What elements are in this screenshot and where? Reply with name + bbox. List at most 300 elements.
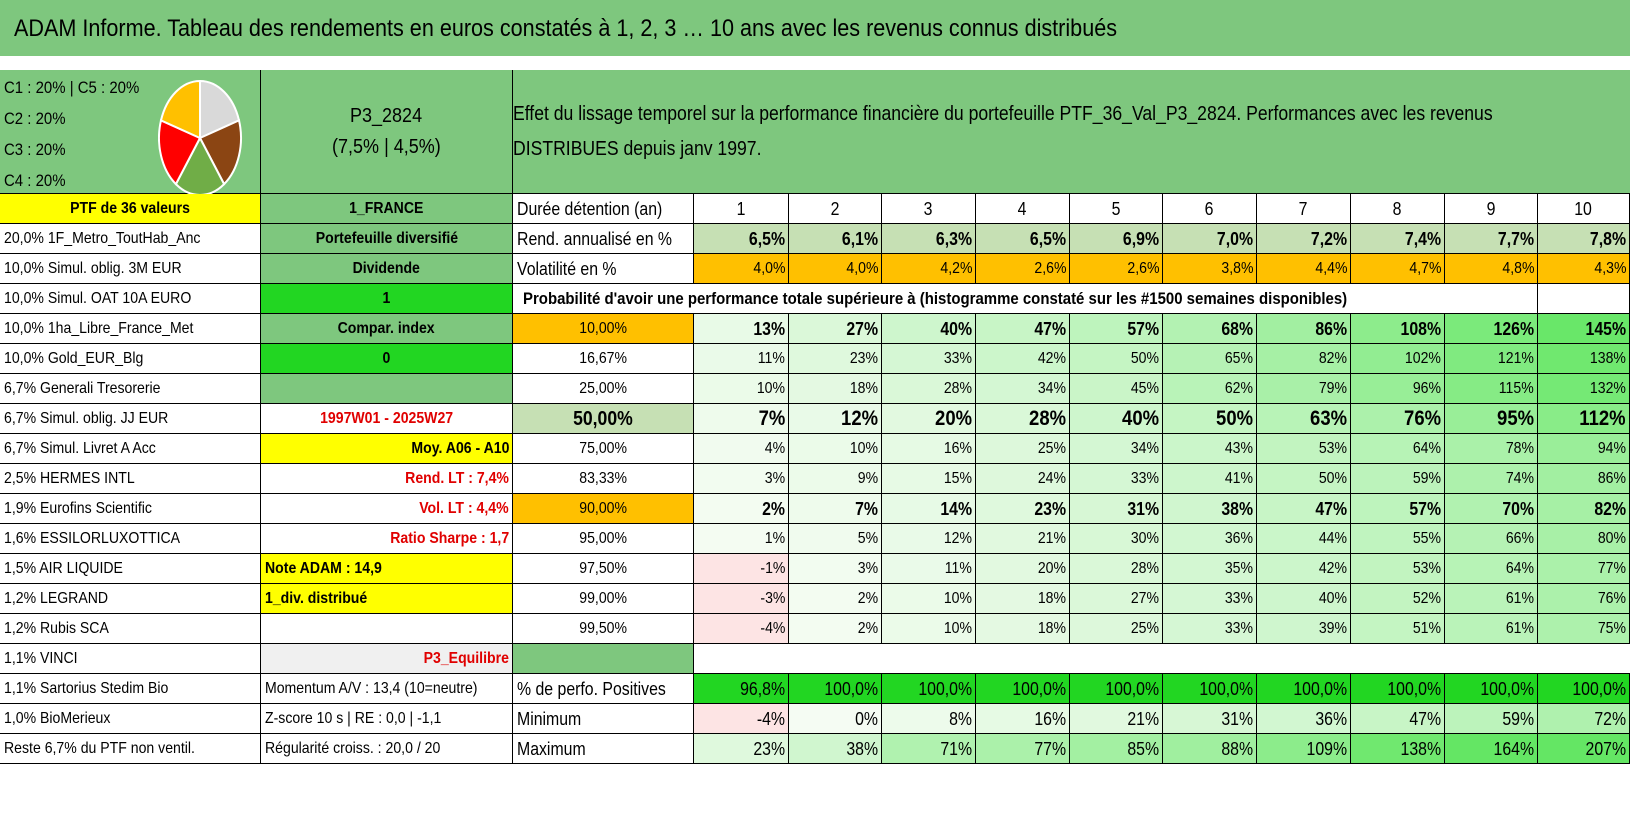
minimum-value-4 bbox=[976, 704, 1070, 734]
probability-value-r7-y7-text: 47% bbox=[1315, 498, 1347, 519]
year-header-2-text: 2 bbox=[830, 198, 840, 219]
probability-title-text: Probabilité d'avoir une performance totale supérieure à (histogramme constaté sur les #1500 semaines disponibles) bbox=[523, 289, 1348, 308]
probability-value-r4-y3-text: 20% bbox=[935, 407, 972, 430]
maximum-value-4 bbox=[976, 734, 1070, 764]
minimum-value-8 bbox=[1351, 704, 1445, 734]
probability-value-r1-y7 bbox=[1257, 314, 1351, 344]
probability-value-r8-y4 bbox=[976, 524, 1070, 554]
probability-value-r6-y4 bbox=[976, 464, 1070, 494]
holdings-header bbox=[0, 194, 261, 224]
sheet-grid bbox=[0, 70, 1630, 815]
positives-value-6 bbox=[1163, 674, 1257, 704]
probability-value-r11-y6-text: 33% bbox=[1224, 619, 1253, 637]
vol-value-3 bbox=[882, 254, 976, 284]
holding-row-16 bbox=[0, 674, 261, 704]
probability-threshold-4-text: 50,00% bbox=[573, 407, 633, 430]
year-header-5 bbox=[1070, 194, 1163, 224]
probability-value-r6-y6 bbox=[1163, 464, 1257, 494]
description-header bbox=[513, 70, 1630, 194]
probability-value-r10-y10-text: 76% bbox=[1597, 589, 1626, 607]
probability-value-r8-y8-text: 55% bbox=[1412, 529, 1441, 547]
probability-value-r10-y5 bbox=[1070, 584, 1163, 614]
probability-value-r3-y1-text: 10% bbox=[756, 379, 785, 397]
probability-value-r7-y6-text: 38% bbox=[1221, 498, 1253, 519]
probability-value-r5-y8 bbox=[1351, 434, 1445, 464]
empty-white-cell bbox=[261, 614, 513, 644]
probability-value-r5-y7 bbox=[1257, 434, 1351, 464]
probability-value-r1-y9 bbox=[1445, 314, 1538, 344]
profile-cell-text: P3_Equilibre bbox=[423, 649, 509, 667]
positives-value-6-text: 100,0% bbox=[1199, 678, 1253, 699]
positives-value-10 bbox=[1538, 674, 1630, 704]
rend-lt-cell-text: Rend. LT : 7,4% bbox=[405, 469, 509, 487]
rend-value-5 bbox=[1070, 224, 1163, 254]
sharpe-cell-text: Ratio Sharpe : 1,7 bbox=[390, 529, 509, 547]
probability-value-r10-y2 bbox=[789, 584, 882, 614]
vol-value-8 bbox=[1351, 254, 1445, 284]
vol-lt-cell-text: Vol. LT : 4,4% bbox=[419, 499, 509, 517]
probability-title bbox=[513, 284, 1538, 314]
probability-value-r3-y3 bbox=[882, 374, 976, 404]
probability-value-r1-y4 bbox=[976, 314, 1070, 344]
probability-value-r11-y8 bbox=[1351, 614, 1445, 644]
probability-value-r8-y7-text: 44% bbox=[1318, 529, 1347, 547]
probability-value-r6-y5 bbox=[1070, 464, 1163, 494]
rend-value-1 bbox=[694, 224, 789, 254]
rend-value-9 bbox=[1445, 224, 1538, 254]
minimum-value-7-text: 36% bbox=[1315, 708, 1347, 729]
probability-value-r1-y2 bbox=[789, 314, 882, 344]
positives-value-10-text: 100,0% bbox=[1572, 678, 1626, 699]
year-header-7-text: 7 bbox=[1299, 198, 1308, 219]
probability-value-r4-y9 bbox=[1445, 404, 1538, 434]
probability-threshold-4 bbox=[513, 404, 694, 434]
positives-value-8 bbox=[1351, 674, 1445, 704]
probability-value-r1-y7-text: 86% bbox=[1315, 318, 1347, 339]
probability-threshold-3-text: 25,00% bbox=[579, 379, 627, 397]
probability-value-r3-y5 bbox=[1070, 374, 1163, 404]
probability-value-r5-y2 bbox=[789, 434, 882, 464]
probability-value-r2-y5 bbox=[1070, 344, 1163, 374]
probability-value-r7-y2 bbox=[789, 494, 882, 524]
probability-value-r6-y4-text: 24% bbox=[1037, 469, 1066, 487]
probability-value-r1-y8-text: 108% bbox=[1400, 318, 1441, 339]
probability-value-r4-y10 bbox=[1538, 404, 1630, 434]
probability-value-r9-y1 bbox=[694, 554, 789, 584]
title-bar bbox=[0, 0, 1630, 62]
probability-value-r2-y5-text: 50% bbox=[1130, 349, 1159, 367]
probability-value-r10-y8-text: 52% bbox=[1412, 589, 1441, 607]
positives-value-5-text: 100,0% bbox=[1105, 678, 1159, 699]
probability-value-r2-y7 bbox=[1257, 344, 1351, 374]
probability-value-r7-y8 bbox=[1351, 494, 1445, 524]
flag-one-cell bbox=[261, 284, 513, 314]
probability-value-r8-y8 bbox=[1351, 524, 1445, 554]
probability-value-r7-y10-text: 82% bbox=[1594, 498, 1626, 519]
portfolio-header bbox=[261, 70, 513, 194]
momentum-cell bbox=[261, 674, 513, 704]
dividend-cell bbox=[261, 254, 513, 284]
probability-value-r2-y6 bbox=[1163, 344, 1257, 374]
positives-value-7-text: 100,0% bbox=[1293, 678, 1347, 699]
portfolio-name: P3_2824 bbox=[350, 104, 423, 127]
probability-value-r5-y7-text: 53% bbox=[1318, 439, 1347, 457]
probability-threshold-7-text: 90,00% bbox=[579, 499, 627, 517]
vol-value-9-text: 4,8% bbox=[1501, 259, 1534, 277]
probability-threshold-9 bbox=[513, 554, 694, 584]
holding-row-4-text: 10,0% 1ha_Libre_France_Met bbox=[4, 319, 194, 337]
probability-value-r11-y6 bbox=[1163, 614, 1257, 644]
year-header-1-text: 1 bbox=[736, 198, 746, 219]
maximum-value-6-text: 88% bbox=[1221, 738, 1253, 759]
probability-value-r3-y6-text: 62% bbox=[1224, 379, 1253, 397]
minimum-value-3 bbox=[882, 704, 976, 734]
probability-value-r6-y10-text: 86% bbox=[1597, 469, 1626, 487]
minimum-value-1 bbox=[694, 704, 789, 734]
probability-value-r1-y10 bbox=[1538, 314, 1630, 344]
holding-row-9-text: 2,5% HERMES INTL bbox=[4, 469, 135, 487]
probability-value-r2-y8 bbox=[1351, 344, 1445, 374]
probability-value-r3-y8 bbox=[1351, 374, 1445, 404]
probability-value-r9-y2 bbox=[789, 554, 882, 584]
probability-value-r4-y10-text: 112% bbox=[1579, 407, 1626, 430]
holding-row-2-text: 10,0% Simul. oblig. 3M EUR bbox=[4, 259, 182, 277]
probability-value-r3-y10 bbox=[1538, 374, 1630, 404]
probability-threshold-10 bbox=[513, 584, 694, 614]
maximum-label-text: Maximum bbox=[517, 738, 586, 759]
minimum-value-2 bbox=[789, 704, 882, 734]
probability-value-r5-y10 bbox=[1538, 434, 1630, 464]
probability-value-r6-y8 bbox=[1351, 464, 1445, 494]
probability-value-r4-y2 bbox=[789, 404, 882, 434]
portfolio-type-cell-text: Portefeuille diversifié bbox=[315, 229, 458, 247]
rend-value-8 bbox=[1351, 224, 1445, 254]
probability-value-r4-y9-text: 95% bbox=[1497, 407, 1534, 430]
rend-value-8-text: 7,4% bbox=[1404, 228, 1441, 249]
probability-value-r10-y6 bbox=[1163, 584, 1257, 614]
year-header-4-text: 4 bbox=[1018, 198, 1027, 219]
year-header-8 bbox=[1351, 194, 1445, 224]
probability-value-r11-y9 bbox=[1445, 614, 1538, 644]
probability-value-r10-y8 bbox=[1351, 584, 1445, 614]
probability-value-r7-y1 bbox=[694, 494, 789, 524]
probability-value-r3-y9-text: 115% bbox=[1499, 379, 1534, 397]
probability-value-r3-y9 bbox=[1445, 374, 1538, 404]
maximum-value-8-text: 138% bbox=[1400, 738, 1441, 759]
probability-value-r4-y4 bbox=[976, 404, 1070, 434]
minimum-value-6-text: 31% bbox=[1221, 708, 1253, 729]
probability-value-r4-y7-text: 63% bbox=[1310, 407, 1347, 430]
holding-row-11-text: 1,6% ESSILORLUXOTTICA bbox=[4, 529, 181, 547]
minimum-label bbox=[513, 704, 694, 734]
probability-value-r11-y1-text: -4% bbox=[759, 619, 785, 637]
moy-cell-text: Moy. A06 - A10 bbox=[410, 439, 509, 457]
probability-value-r5-y3-text: 16% bbox=[943, 439, 972, 457]
positives-value-7 bbox=[1257, 674, 1351, 704]
probability-value-r9-y2-text: 3% bbox=[857, 559, 878, 577]
probability-value-r7-y3-text: 14% bbox=[940, 498, 972, 519]
probability-value-r6-y10 bbox=[1538, 464, 1630, 494]
probability-value-r1-y9-text: 126% bbox=[1493, 318, 1534, 339]
dividend-cell-text: Dividende bbox=[352, 259, 421, 277]
holding-row-13-text: 1,2% LEGRAND bbox=[4, 589, 109, 607]
year-header-6 bbox=[1163, 194, 1257, 224]
positives-value-4 bbox=[976, 674, 1070, 704]
probability-value-r7-y4 bbox=[976, 494, 1070, 524]
holding-row-3-text: 10,0% Simul. OAT 10A EURO bbox=[4, 289, 192, 307]
probability-value-r11-y10 bbox=[1538, 614, 1630, 644]
probability-threshold-11 bbox=[513, 614, 694, 644]
probability-value-r9-y5 bbox=[1070, 554, 1163, 584]
vol-value-2 bbox=[789, 254, 882, 284]
probability-threshold-11-text: 99,50% bbox=[579, 619, 627, 637]
maximum-value-2 bbox=[789, 734, 882, 764]
probability-value-r10-y2-text: 2% bbox=[857, 589, 878, 607]
pie-cell bbox=[0, 70, 261, 194]
allocation-pie-chart bbox=[158, 78, 248, 194]
probability-value-r4-y1 bbox=[694, 404, 789, 434]
minimum-value-4-text: 16% bbox=[1034, 708, 1066, 729]
maximum-value-1 bbox=[694, 734, 789, 764]
vol-value-6 bbox=[1163, 254, 1257, 284]
positives-value-2-text: 100,0% bbox=[824, 678, 878, 699]
probability-value-r9-y1-text: -1% bbox=[759, 559, 785, 577]
probability-value-r8-y5-text: 30% bbox=[1130, 529, 1159, 547]
rend-value-9-text: 7,7% bbox=[1497, 228, 1534, 249]
probability-value-r11-y3-text: 10% bbox=[943, 619, 972, 637]
probability-value-r8-y10-text: 80% bbox=[1597, 529, 1626, 547]
probability-value-r4-y5-text: 40% bbox=[1122, 407, 1159, 430]
probability-value-r5-y5-text: 34% bbox=[1130, 439, 1159, 457]
probability-value-r6-y7-text: 50% bbox=[1318, 469, 1347, 487]
probability-threshold-6-text: 83,33% bbox=[579, 469, 627, 487]
year-header-9 bbox=[1445, 194, 1538, 224]
probability-value-r11-y1 bbox=[694, 614, 789, 644]
positives-value-1 bbox=[694, 674, 789, 704]
vol-value-10-text: 4,3% bbox=[1593, 259, 1626, 277]
probability-value-r5-y9 bbox=[1445, 434, 1538, 464]
rend-value-1-text: 6,5% bbox=[748, 228, 785, 249]
probability-value-r6-y9-text: 74% bbox=[1505, 469, 1534, 487]
probability-value-r7-y4-text: 23% bbox=[1034, 498, 1066, 519]
rend-value-2 bbox=[789, 224, 882, 254]
positives-value-3-text: 100,0% bbox=[918, 678, 972, 699]
probability-threshold-9-text: 97,50% bbox=[579, 559, 627, 577]
probability-value-r2-y1-text: 11% bbox=[757, 349, 785, 367]
flag-one-cell-text: 1 bbox=[382, 289, 391, 307]
probability-value-r4-y3 bbox=[882, 404, 976, 434]
year-header-6-text: 6 bbox=[1205, 198, 1214, 219]
maximum-value-1-text: 23% bbox=[753, 738, 785, 759]
rend-value-6-text: 7,0% bbox=[1216, 228, 1253, 249]
holding-row-14-text: 1,2% Rubis SCA bbox=[4, 619, 109, 637]
holding-row-12-text: 1,5% AIR LIQUIDE bbox=[4, 559, 123, 577]
probability-value-r9-y6 bbox=[1163, 554, 1257, 584]
rend-label-text: Rend. annualisé en % bbox=[517, 228, 672, 249]
probability-value-r9-y10-text: 77% bbox=[1597, 559, 1626, 577]
probability-threshold-5 bbox=[513, 434, 694, 464]
duration-label-text: Durée détention (an) bbox=[517, 198, 663, 219]
probability-value-r6-y3-text: 15% bbox=[943, 469, 972, 487]
probability-value-r3-y10-text: 132% bbox=[1589, 379, 1626, 397]
positives-value-3 bbox=[882, 674, 976, 704]
probability-value-r2-y9 bbox=[1445, 344, 1538, 374]
country-cell-text: 1_FRANCE bbox=[349, 199, 424, 217]
probability-value-r9-y7 bbox=[1257, 554, 1351, 584]
compar-index-cell bbox=[261, 314, 513, 344]
probability-value-r6-y6-text: 41% bbox=[1224, 469, 1253, 487]
probability-value-r8-y1-text: 1% bbox=[764, 529, 785, 547]
probability-value-r1-y1 bbox=[694, 314, 789, 344]
vol-label-text: Volatilité en % bbox=[517, 258, 617, 279]
vol-value-5 bbox=[1070, 254, 1163, 284]
holding-row-3 bbox=[0, 284, 261, 314]
probability-value-r10-y3-text: 10% bbox=[943, 589, 972, 607]
holding-row-13 bbox=[0, 584, 261, 614]
probability-value-r11-y2 bbox=[789, 614, 882, 644]
holding-row-17 bbox=[0, 704, 261, 734]
rend-value-5-text: 6,9% bbox=[1122, 228, 1159, 249]
probability-threshold-3 bbox=[513, 374, 694, 404]
probability-value-r6-y8-text: 59% bbox=[1412, 469, 1441, 487]
year-header-10 bbox=[1538, 194, 1630, 224]
holding-row-2 bbox=[0, 254, 261, 284]
zscore-cell-text: Z-score 10 s | RE : 0,0 | -1,1 bbox=[265, 709, 442, 727]
probability-value-r2-y3-text: 33% bbox=[943, 349, 972, 367]
probability-value-r6-y2 bbox=[789, 464, 882, 494]
vol-value-9 bbox=[1445, 254, 1538, 284]
positives-value-9 bbox=[1445, 674, 1538, 704]
probability-value-r1-y3 bbox=[882, 314, 976, 344]
holding-row-11 bbox=[0, 524, 261, 554]
rend-label bbox=[513, 224, 694, 254]
year-header-5-text: 5 bbox=[1111, 198, 1121, 219]
vol-value-5-text: 2,6% bbox=[1126, 259, 1159, 277]
probability-value-r6-y1-text: 3% bbox=[764, 469, 785, 487]
note-cell bbox=[261, 554, 513, 584]
probability-value-r11-y8-text: 51% bbox=[1412, 619, 1441, 637]
probability-value-r3-y6 bbox=[1163, 374, 1257, 404]
maximum-value-5 bbox=[1070, 734, 1163, 764]
probability-value-r10-y10 bbox=[1538, 584, 1630, 614]
minimum-value-5 bbox=[1070, 704, 1163, 734]
rend-value-4 bbox=[976, 224, 1070, 254]
probability-value-r5-y1 bbox=[694, 434, 789, 464]
probability-value-r8-y3 bbox=[882, 524, 976, 554]
positives-value-4-text: 100,0% bbox=[1012, 678, 1066, 699]
probability-value-r2-y3 bbox=[882, 344, 976, 374]
probability-value-r8-y1 bbox=[694, 524, 789, 554]
holding-row-5-text: 10,0% Gold_EUR_Blg bbox=[4, 349, 144, 367]
probability-value-r4-y1-text: 7% bbox=[758, 407, 785, 430]
maximum-value-2-text: 38% bbox=[846, 738, 878, 759]
holding-row-10-text: 1,9% Eurofins Scientific bbox=[4, 499, 152, 517]
probability-value-r9-y9 bbox=[1445, 554, 1538, 584]
probability-value-r9-y10 bbox=[1538, 554, 1630, 584]
probability-value-r10-y9 bbox=[1445, 584, 1538, 614]
holding-row-16-text: 1,1% Sartorius Stedim Bio bbox=[4, 679, 169, 697]
vol-value-7 bbox=[1257, 254, 1351, 284]
probability-value-r8-y9-text: 66% bbox=[1505, 529, 1534, 547]
year-header-9-text: 9 bbox=[1486, 198, 1496, 219]
probability-threshold-5-text: 75,00% bbox=[579, 439, 627, 457]
probability-threshold-8 bbox=[513, 524, 694, 554]
maximum-value-6 bbox=[1163, 734, 1257, 764]
country-cell bbox=[261, 194, 513, 224]
positives-value-8-text: 100,0% bbox=[1387, 678, 1441, 699]
momentum-cell-text: Momentum A/V : 13,4 (10=neutre) bbox=[265, 679, 478, 697]
probability-value-r11-y5-text: 25% bbox=[1130, 619, 1159, 637]
probability-value-r10-y1 bbox=[694, 584, 789, 614]
rend-value-3 bbox=[882, 224, 976, 254]
holdings-header-text: PTF de 36 valeurs bbox=[70, 199, 190, 217]
probability-value-r7-y9-text: 70% bbox=[1502, 498, 1534, 519]
holding-row-18 bbox=[0, 734, 261, 764]
vol-value-7-text: 4,4% bbox=[1314, 259, 1347, 277]
probability-value-r1-y6-text: 68% bbox=[1221, 318, 1253, 339]
description-line-1: Effet du lissage temporel sur la performance financière du portefeuille PTF_36_Val_P3_2824. Performances avec les revenus bbox=[513, 103, 1493, 125]
probability-threshold-2-text: 16,67% bbox=[579, 349, 627, 367]
year-header-7 bbox=[1257, 194, 1351, 224]
probability-value-r10-y4 bbox=[976, 584, 1070, 614]
vol-lt-cell bbox=[261, 494, 513, 524]
positives-value-9-text: 100,0% bbox=[1480, 678, 1534, 699]
probability-value-r11-y10-text: 75% bbox=[1597, 619, 1626, 637]
note-cell-text: Note ADAM : 14,9 bbox=[265, 559, 382, 577]
maximum-value-7 bbox=[1257, 734, 1351, 764]
probability-value-r3-y2 bbox=[789, 374, 882, 404]
probability-value-r1-y3-text: 40% bbox=[940, 318, 972, 339]
probability-threshold-6 bbox=[513, 464, 694, 494]
holding-row-8-text: 6,7% Simul. Livret A Acc bbox=[4, 439, 156, 457]
vol-value-1 bbox=[694, 254, 789, 284]
div-cell bbox=[261, 584, 513, 614]
rend-value-7 bbox=[1257, 224, 1351, 254]
portfolio-type-cell bbox=[261, 224, 513, 254]
probability-value-r7-y10 bbox=[1538, 494, 1630, 524]
probability-value-r6-y5-text: 33% bbox=[1130, 469, 1159, 487]
year-header-3-text: 3 bbox=[924, 198, 933, 219]
maximum-label bbox=[513, 734, 694, 764]
period-cell bbox=[261, 404, 513, 434]
year-header-10-text: 10 bbox=[1574, 198, 1593, 219]
probability-value-r4-y8 bbox=[1351, 404, 1445, 434]
probability-value-r2-y10 bbox=[1538, 344, 1630, 374]
probability-value-r8-y9 bbox=[1445, 524, 1538, 554]
page-title: ADAM Informe. Tableau des rendements en euros constatés à 1, 2, 3 … 10 ans avec les revenus connus distribués bbox=[14, 15, 1118, 42]
probability-threshold-8-text: 95,00% bbox=[579, 529, 627, 547]
zscore-cell bbox=[261, 704, 513, 734]
probability-value-r5-y4-text: 25% bbox=[1037, 439, 1066, 457]
positives-value-5 bbox=[1070, 674, 1163, 704]
pie-label-2: C2 : 20% bbox=[4, 109, 66, 128]
probability-threshold-10-text: 99,00% bbox=[579, 589, 627, 607]
holding-row-14 bbox=[0, 614, 261, 644]
vol-label bbox=[513, 254, 694, 284]
probability-value-r11-y9-text: 61% bbox=[1505, 619, 1534, 637]
probability-value-r2-y4-text: 42% bbox=[1037, 349, 1066, 367]
probability-value-r8-y10 bbox=[1538, 524, 1630, 554]
vol-value-4-text: 2,6% bbox=[1033, 259, 1066, 277]
holding-row-12 bbox=[0, 554, 261, 584]
probability-value-r2-y7-text: 82% bbox=[1318, 349, 1347, 367]
probability-value-r8-y5 bbox=[1070, 524, 1163, 554]
compar-index-cell-text: Compar. index bbox=[337, 319, 436, 337]
period-cell-text: 1997W01 - 2025W27 bbox=[319, 409, 454, 427]
rend-value-7-text: 7,2% bbox=[1310, 228, 1347, 249]
probability-value-r2-y4 bbox=[976, 344, 1070, 374]
probability-value-r1-y5-text: 57% bbox=[1127, 318, 1159, 339]
